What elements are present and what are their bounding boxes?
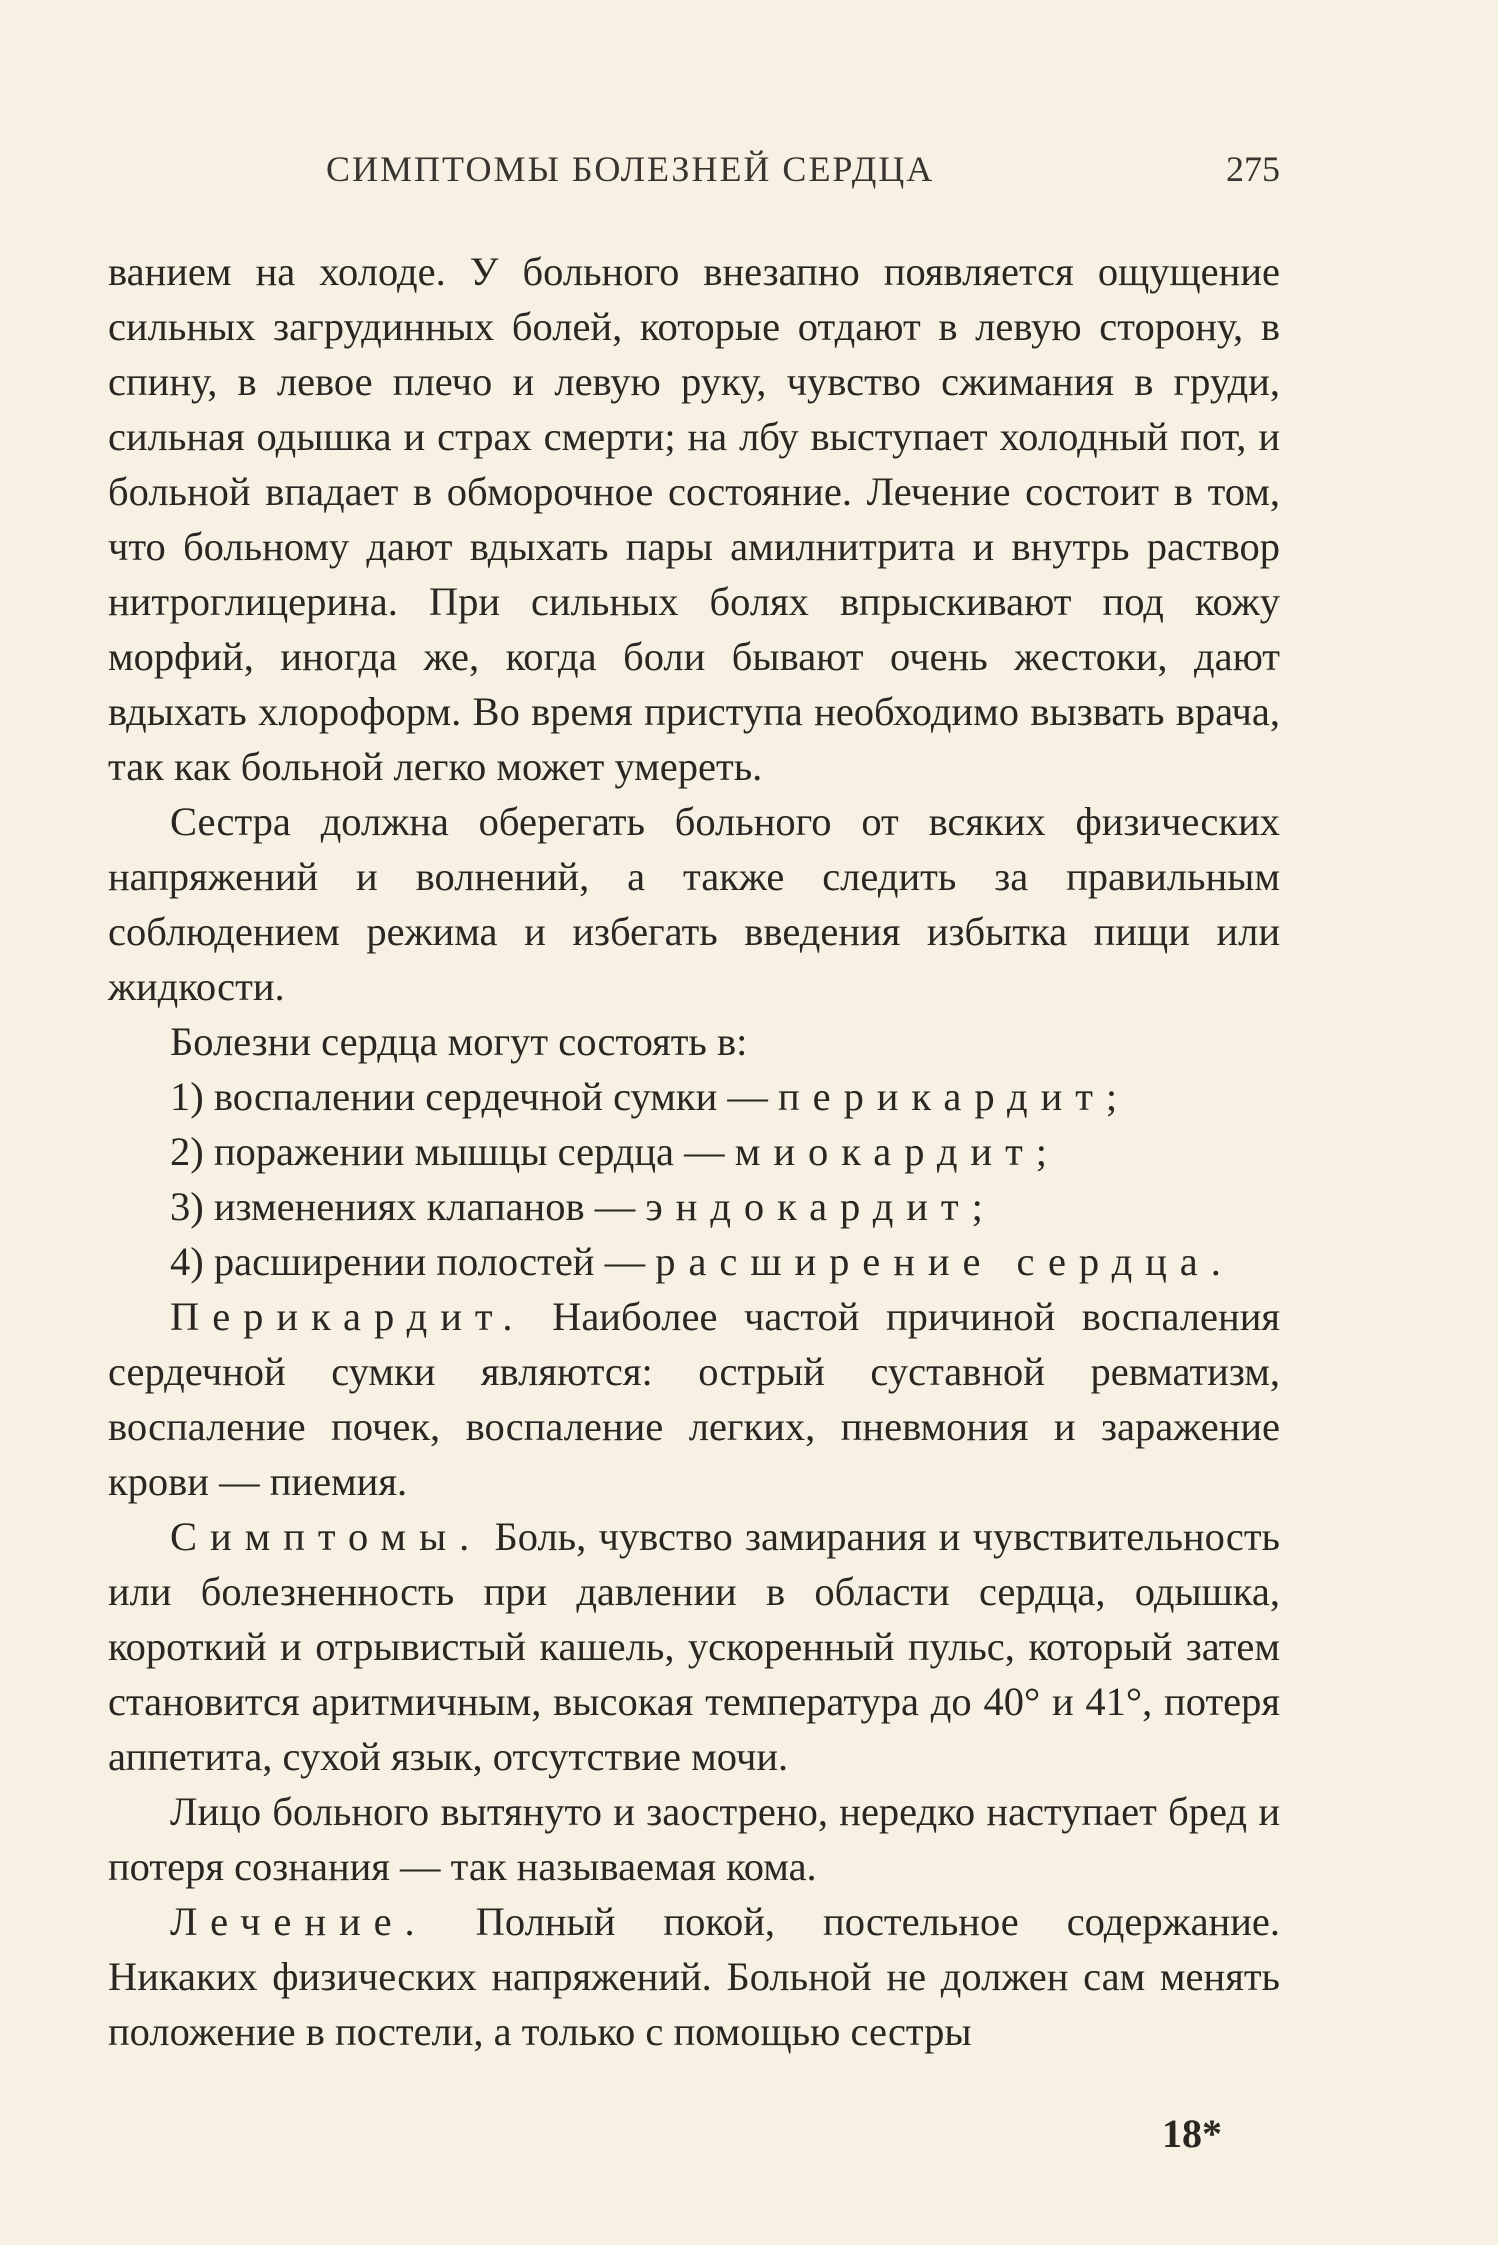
paragraph-coma: Лицо больного вытянуто и заострено, нередко наступает бред и потеря сознания — так называемая кома. [108, 1789, 1280, 1889]
printer-signature-mark: 18* [1162, 2111, 1222, 2156]
list-item-term: миокардит [734, 1129, 1036, 1174]
paragraph-text: Боль, чувство замирания и чувствительность или болезненность при давлении в области сердца, одышка, короткий и отрывистый кашель, ускоренный пульс, который затем становится аритмичным, высокая температура до 40° и 41°, потеря аппетита, сухой язык, отсутствие мочи. [108, 1514, 1280, 1779]
list-item-end: ; [971, 1184, 983, 1229]
list-item [108, 1179, 1280, 1234]
running-head-title: СИМПТОМЫ БОЛЕЗНЕЙ СЕРДЦА [326, 149, 935, 189]
paragraph-treatment [108, 1894, 1280, 2059]
list-item-end: . [1210, 1239, 1221, 1284]
list-item-end: ; [1035, 1129, 1047, 1174]
list-item-term: перикардит [778, 1074, 1106, 1119]
section-heading-treatment: Лечение. [170, 1899, 428, 1944]
list-item-term: расширение сердца [655, 1239, 1211, 1284]
paragraph-continued: ванием на холоде. У больного внезапно появляется ощущение сильных загрудинных болей, которые отдают в левую сторону, в спину, в левое плечо и левую руку, чувство сжимания в груди, сильная одышка и страх смерти; на лбу выступает холодный пот, и больной впадает в обморочное состояние. Лечение состоит в том, что больному дают вдыхать пары амилнитрита и внутрь раствор нитроглицерина. При сильных болях впрыскивают под кожу морфий, иногда же, когда боли бывают очень жестоки, дают вдыхать хлороформ. Во время приступа необходимо вызвать врача, так как больной легко может умереть. [108, 249, 1280, 789]
running-head [108, 148, 1280, 192]
paragraph-symptoms [108, 1509, 1280, 1784]
paragraph-nurse-duties: Сестра должна оберегать больного от всяких физических напряжений и волнений, а также следить за правильным соблюдением режима и избегать введения избытка пищи или жидкости. [108, 799, 1280, 1009]
list-item [108, 1234, 1280, 1289]
list-item-text: 1) воспалении сердечной сумки — [170, 1074, 778, 1119]
section-heading-pericarditis: Перикардит. [170, 1294, 526, 1339]
paragraph-text: Наиболее частой причиной воспаления сердечной сумки являются: острый суставной ревматизм, воспаление почек, воспаление легких, пневмония и заражение крови — пиемия. [108, 1294, 1280, 1504]
page-number: 275 [1226, 149, 1280, 189]
list-item-text: 2) поражении мышцы сердца — [170, 1129, 735, 1174]
list-item-text: 4) расширении полостей — [170, 1239, 656, 1284]
list-item-text: 3) изменениях клапанов — [170, 1184, 646, 1229]
list-item [108, 1069, 1280, 1124]
paragraph-list-intro: Болезни сердца могут состоять в: [170, 1019, 748, 1064]
list-item [108, 1124, 1280, 1179]
paragraph-text: Полный покой, постельное содержание. Никаких физических напряжений. Больной не должен сам менять положение в постели, а только с помощью сестры [108, 1899, 1280, 2054]
list-item-term: эндокардит [645, 1184, 972, 1229]
body-text [108, 244, 1280, 2059]
list-item-end: ; [1105, 1074, 1118, 1119]
section-heading-symptoms: Симптомы. [170, 1514, 483, 1559]
paragraph-pericarditis [108, 1289, 1280, 1509]
